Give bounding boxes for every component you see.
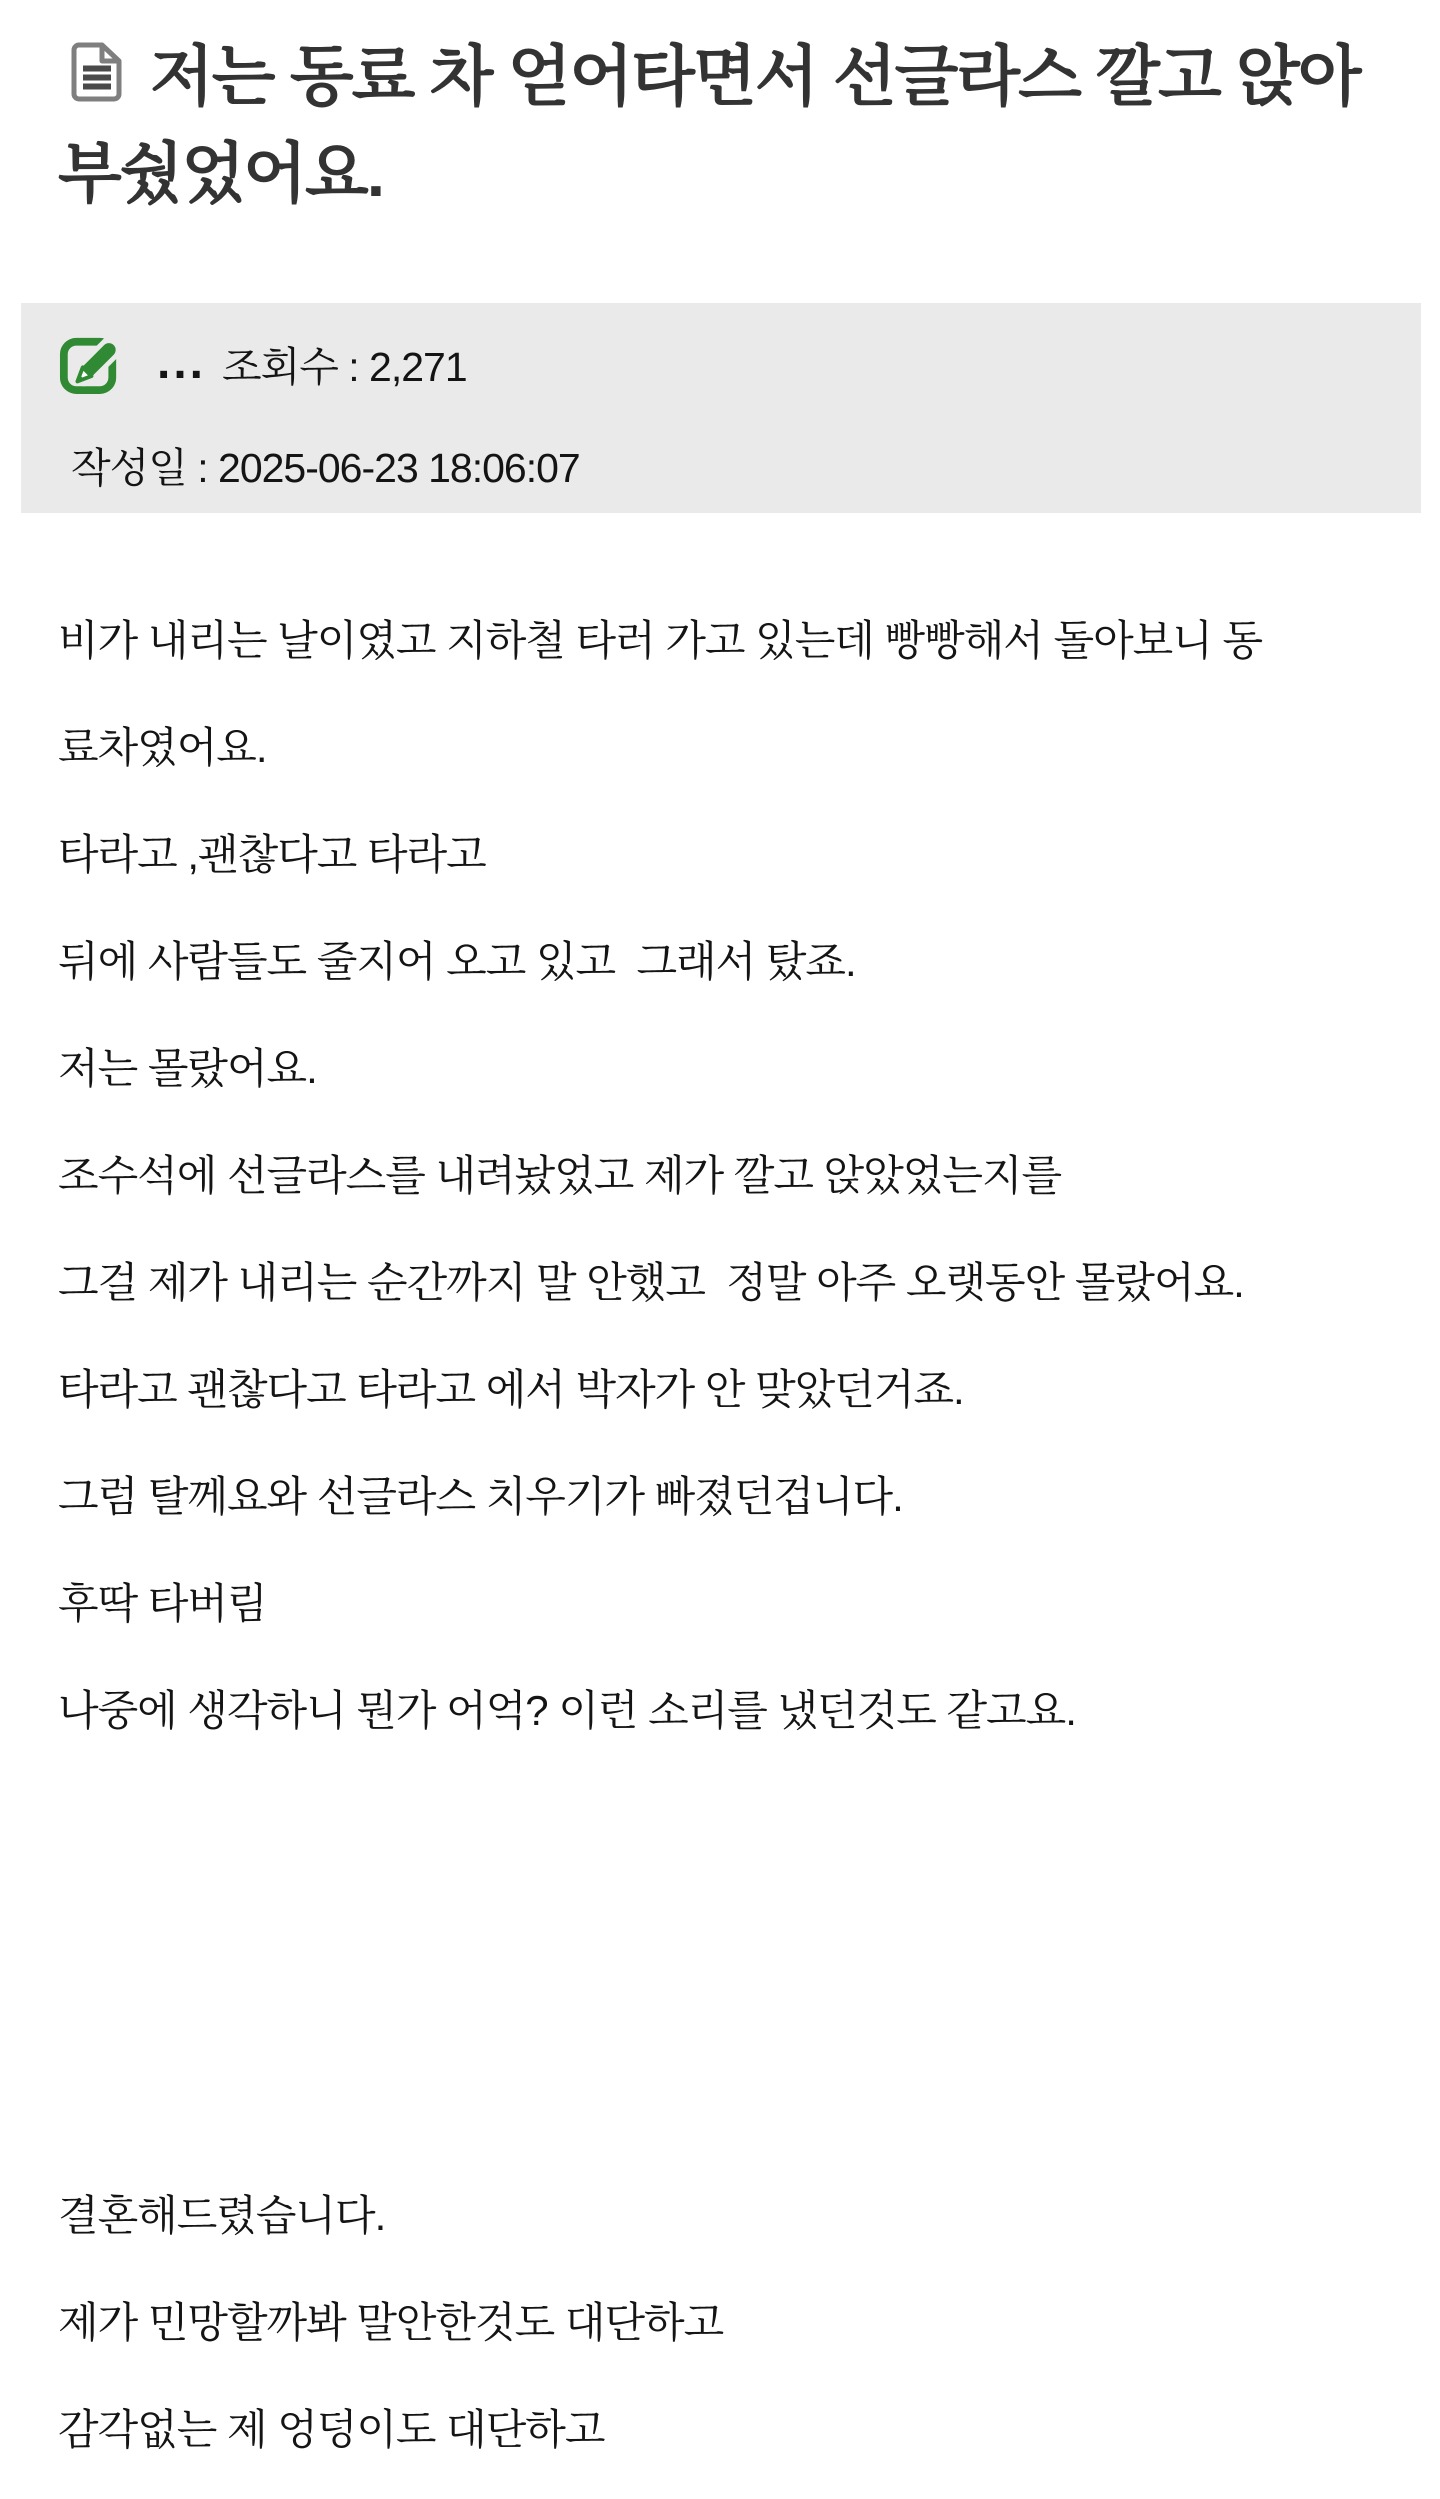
meta-separator: : xyxy=(337,343,370,390)
meta-views-value: 2,271 xyxy=(369,343,467,390)
body-line: 제가 민망할까봐 말안한것도 대단하고 xyxy=(58,2299,724,2346)
body-line: 뒤에 사람들도 줄지어 오고 있고 그래서 탔죠. xyxy=(58,938,856,985)
body-line: 조수석에 선글라스를 내려놨었고 제가 깔고 앉았었는지를 xyxy=(58,1152,1062,1199)
body-line: 타라고 괜찮다고 타라고 에서 박자가 안 맞았던거죠. xyxy=(58,1366,964,1413)
body-line: 저는 몰랐어요. xyxy=(58,1045,317,1092)
document-icon xyxy=(70,42,124,102)
meta-ellipsis: ... xyxy=(157,336,207,389)
post-meta-box xyxy=(21,303,1421,513)
meta-views-label: 조회수 xyxy=(222,343,338,390)
meta-date-row xyxy=(71,435,1391,494)
meta-views-row xyxy=(59,331,1391,395)
post-header xyxy=(0,0,1440,222)
meta-date-label: 작성일 xyxy=(71,445,187,491)
body-line: 후딱 타버림 xyxy=(58,1580,267,1627)
body-line: 타라고 ,괜찮다고 타라고 xyxy=(58,831,486,878)
body-line: 그럼 탈께요와 선글라스 치우기가 빠졌던겁니다. xyxy=(58,1473,903,1520)
body-line: 나중에 생각하니 뭔가 어억? 이런 소리를 냈던것도 같고요. xyxy=(58,1687,1076,1734)
meta-views xyxy=(222,334,467,393)
post-body xyxy=(0,587,1440,2483)
content-gap xyxy=(58,1764,1412,2162)
post-title xyxy=(0,0,1440,222)
body-line: 료차였어요. xyxy=(58,724,267,771)
body-line: 감각없는 제 엉덩이도 대단하고 xyxy=(58,2406,605,2453)
body-line: 그걸 제가 내리는 순간까지 말 안했고 정말 아주 오랫동안 몰랐어요. xyxy=(58,1259,1244,1306)
body-line: 결혼해드렸습니다. xyxy=(58,2192,386,2239)
edit-pencil-icon xyxy=(59,331,121,395)
post-title-text: 저는 동료 차 얻어타면서 선글라스 깔고 앉아 부쉈었어요. xyxy=(58,39,1360,210)
meta-separator: : xyxy=(186,445,219,491)
body-line: 비가 내리는 날이였고 지하철 타러 가고 있는데 빵빵해서 돌아보니 동 xyxy=(58,617,1263,664)
meta-date-value: 2025-06-23 18:06:07 xyxy=(218,445,580,491)
